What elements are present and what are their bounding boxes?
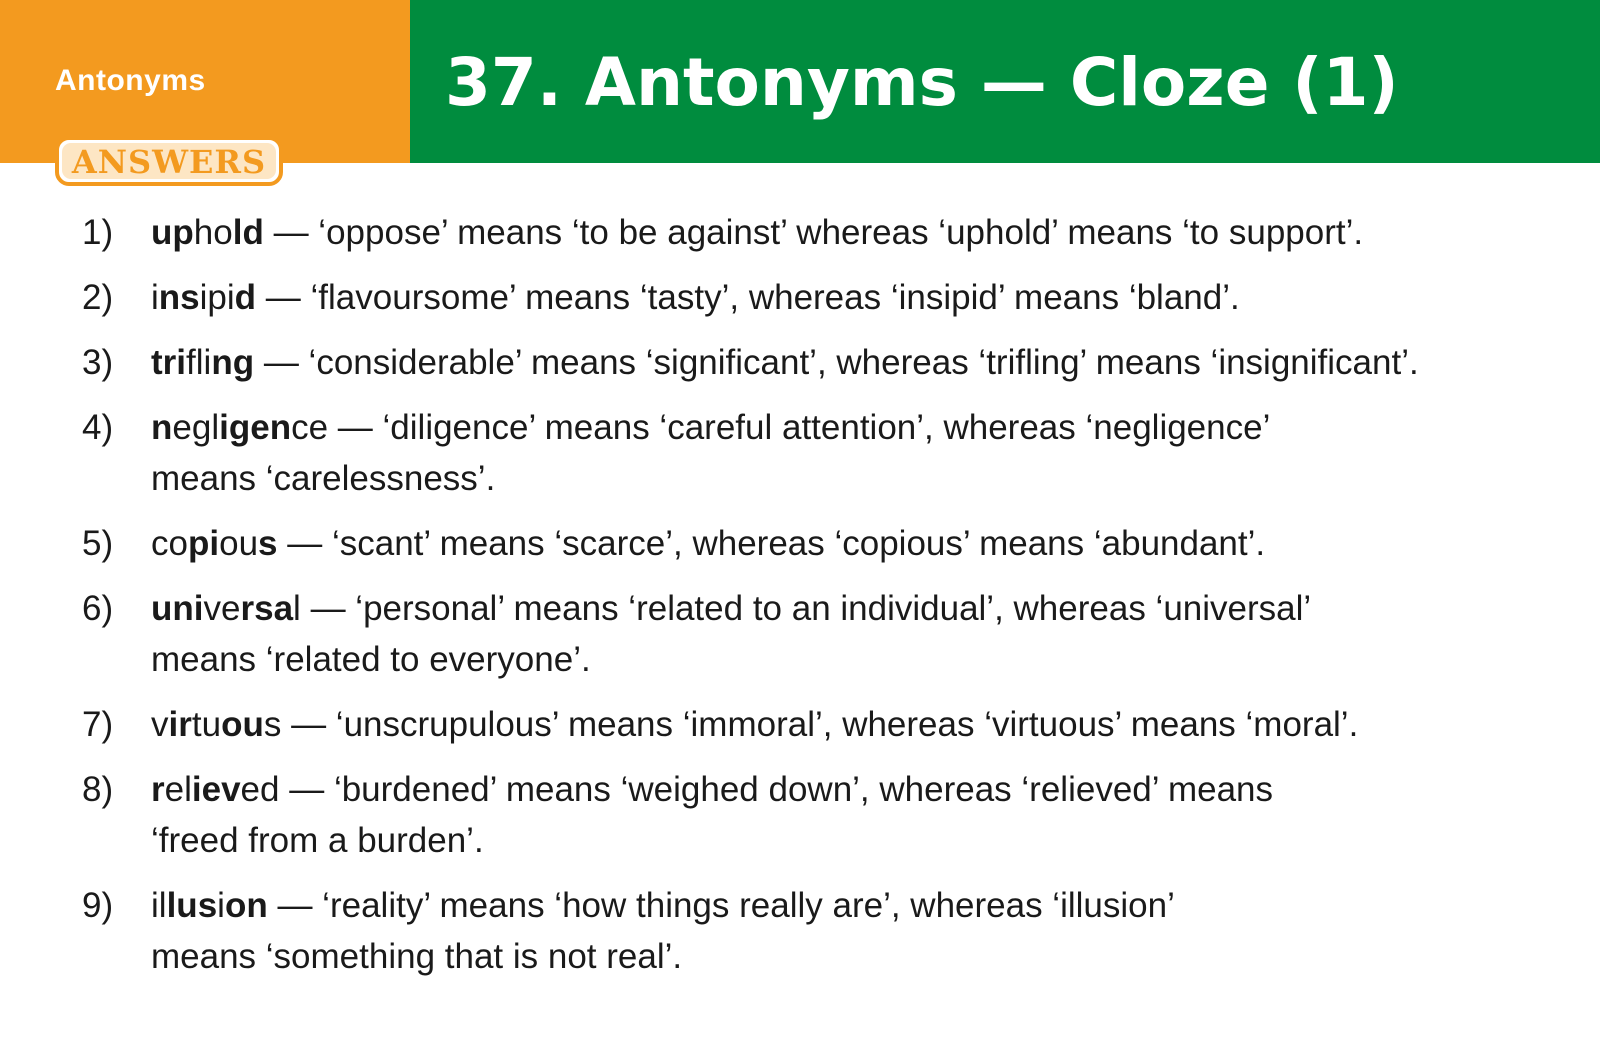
answer-word: universal — [151, 589, 301, 628]
answer-word: negligence — [151, 408, 329, 447]
answer-explanation: — ‘oppose’ means ‘to be against’ whereas ‘uphold’ means ‘to support’. — [273, 213, 1364, 252]
answer-item — [0, 880, 1600, 982]
answer-number: 5) — [82, 524, 114, 563]
answer-number: 9) — [82, 886, 114, 925]
answer-word: relieved — [151, 770, 280, 809]
answers-badge — [55, 136, 283, 186]
answer-explanation: — ‘flavoursome’ means ‘tasty’, whereas ‘insipid’ means ‘bland’. — [265, 278, 1240, 317]
answer-item — [0, 583, 1600, 685]
answer-number: 3) — [82, 343, 114, 382]
answers-badge-label: ANSWERS — [71, 143, 267, 181]
answer-number: 8) — [82, 770, 114, 809]
answer-explanation: means ‘carelessness’. — [151, 459, 496, 498]
answer-item — [0, 518, 1600, 569]
answer-item — [0, 402, 1600, 504]
answer-item — [0, 207, 1600, 258]
answer-number: 7) — [82, 705, 114, 744]
answer-explanation: ‘freed from a burden’. — [151, 821, 484, 860]
answer-explanation: — ‘personal’ means ‘related to an individual’, whereas ‘universal’ — [310, 589, 1312, 628]
answer-item — [0, 272, 1600, 323]
answer-number: 6) — [82, 589, 114, 628]
answers-list — [0, 207, 1600, 996]
answer-number: 1) — [82, 213, 114, 252]
answer-explanation: means ‘something that is not real’. — [151, 937, 683, 976]
answer-item — [0, 337, 1600, 388]
answer-word: copious — [151, 524, 278, 563]
answer-word: insipid — [151, 278, 257, 317]
answer-explanation: — ‘burdened’ means ‘weighed down’, whereas ‘relieved’ means — [289, 770, 1273, 809]
answer-word: trifling — [151, 343, 255, 382]
answer-word: virtuous — [151, 705, 282, 744]
answer-word: illusion — [151, 886, 268, 925]
answer-explanation: — ‘unscrupulous’ means ‘immoral’, whereas ‘virtuous’ means ‘moral’. — [291, 705, 1359, 744]
section-label: Antonyms — [55, 64, 206, 97]
page-title: 37. Antonyms — Cloze (1) — [445, 44, 1399, 121]
answer-explanation: means ‘related to everyone’. — [151, 640, 591, 679]
answer-explanation: — ‘considerable’ means ‘significant’, whereas ‘trifling’ means ‘insignificant’. — [263, 343, 1419, 382]
answer-item — [0, 764, 1600, 866]
answer-item — [0, 699, 1600, 750]
answer-explanation: — ‘reality’ means ‘how things really are’, whereas ‘illusion’ — [277, 886, 1175, 925]
answer-word: uphold — [151, 213, 264, 252]
answer-explanation: — ‘diligence’ means ‘careful attention’, whereas ‘negligence’ — [337, 408, 1271, 447]
answer-explanation: — ‘scant’ means ‘scarce’, whereas ‘copious’ means ‘abundant’. — [287, 524, 1266, 563]
answer-number: 4) — [82, 408, 114, 447]
answer-number: 2) — [82, 278, 114, 317]
